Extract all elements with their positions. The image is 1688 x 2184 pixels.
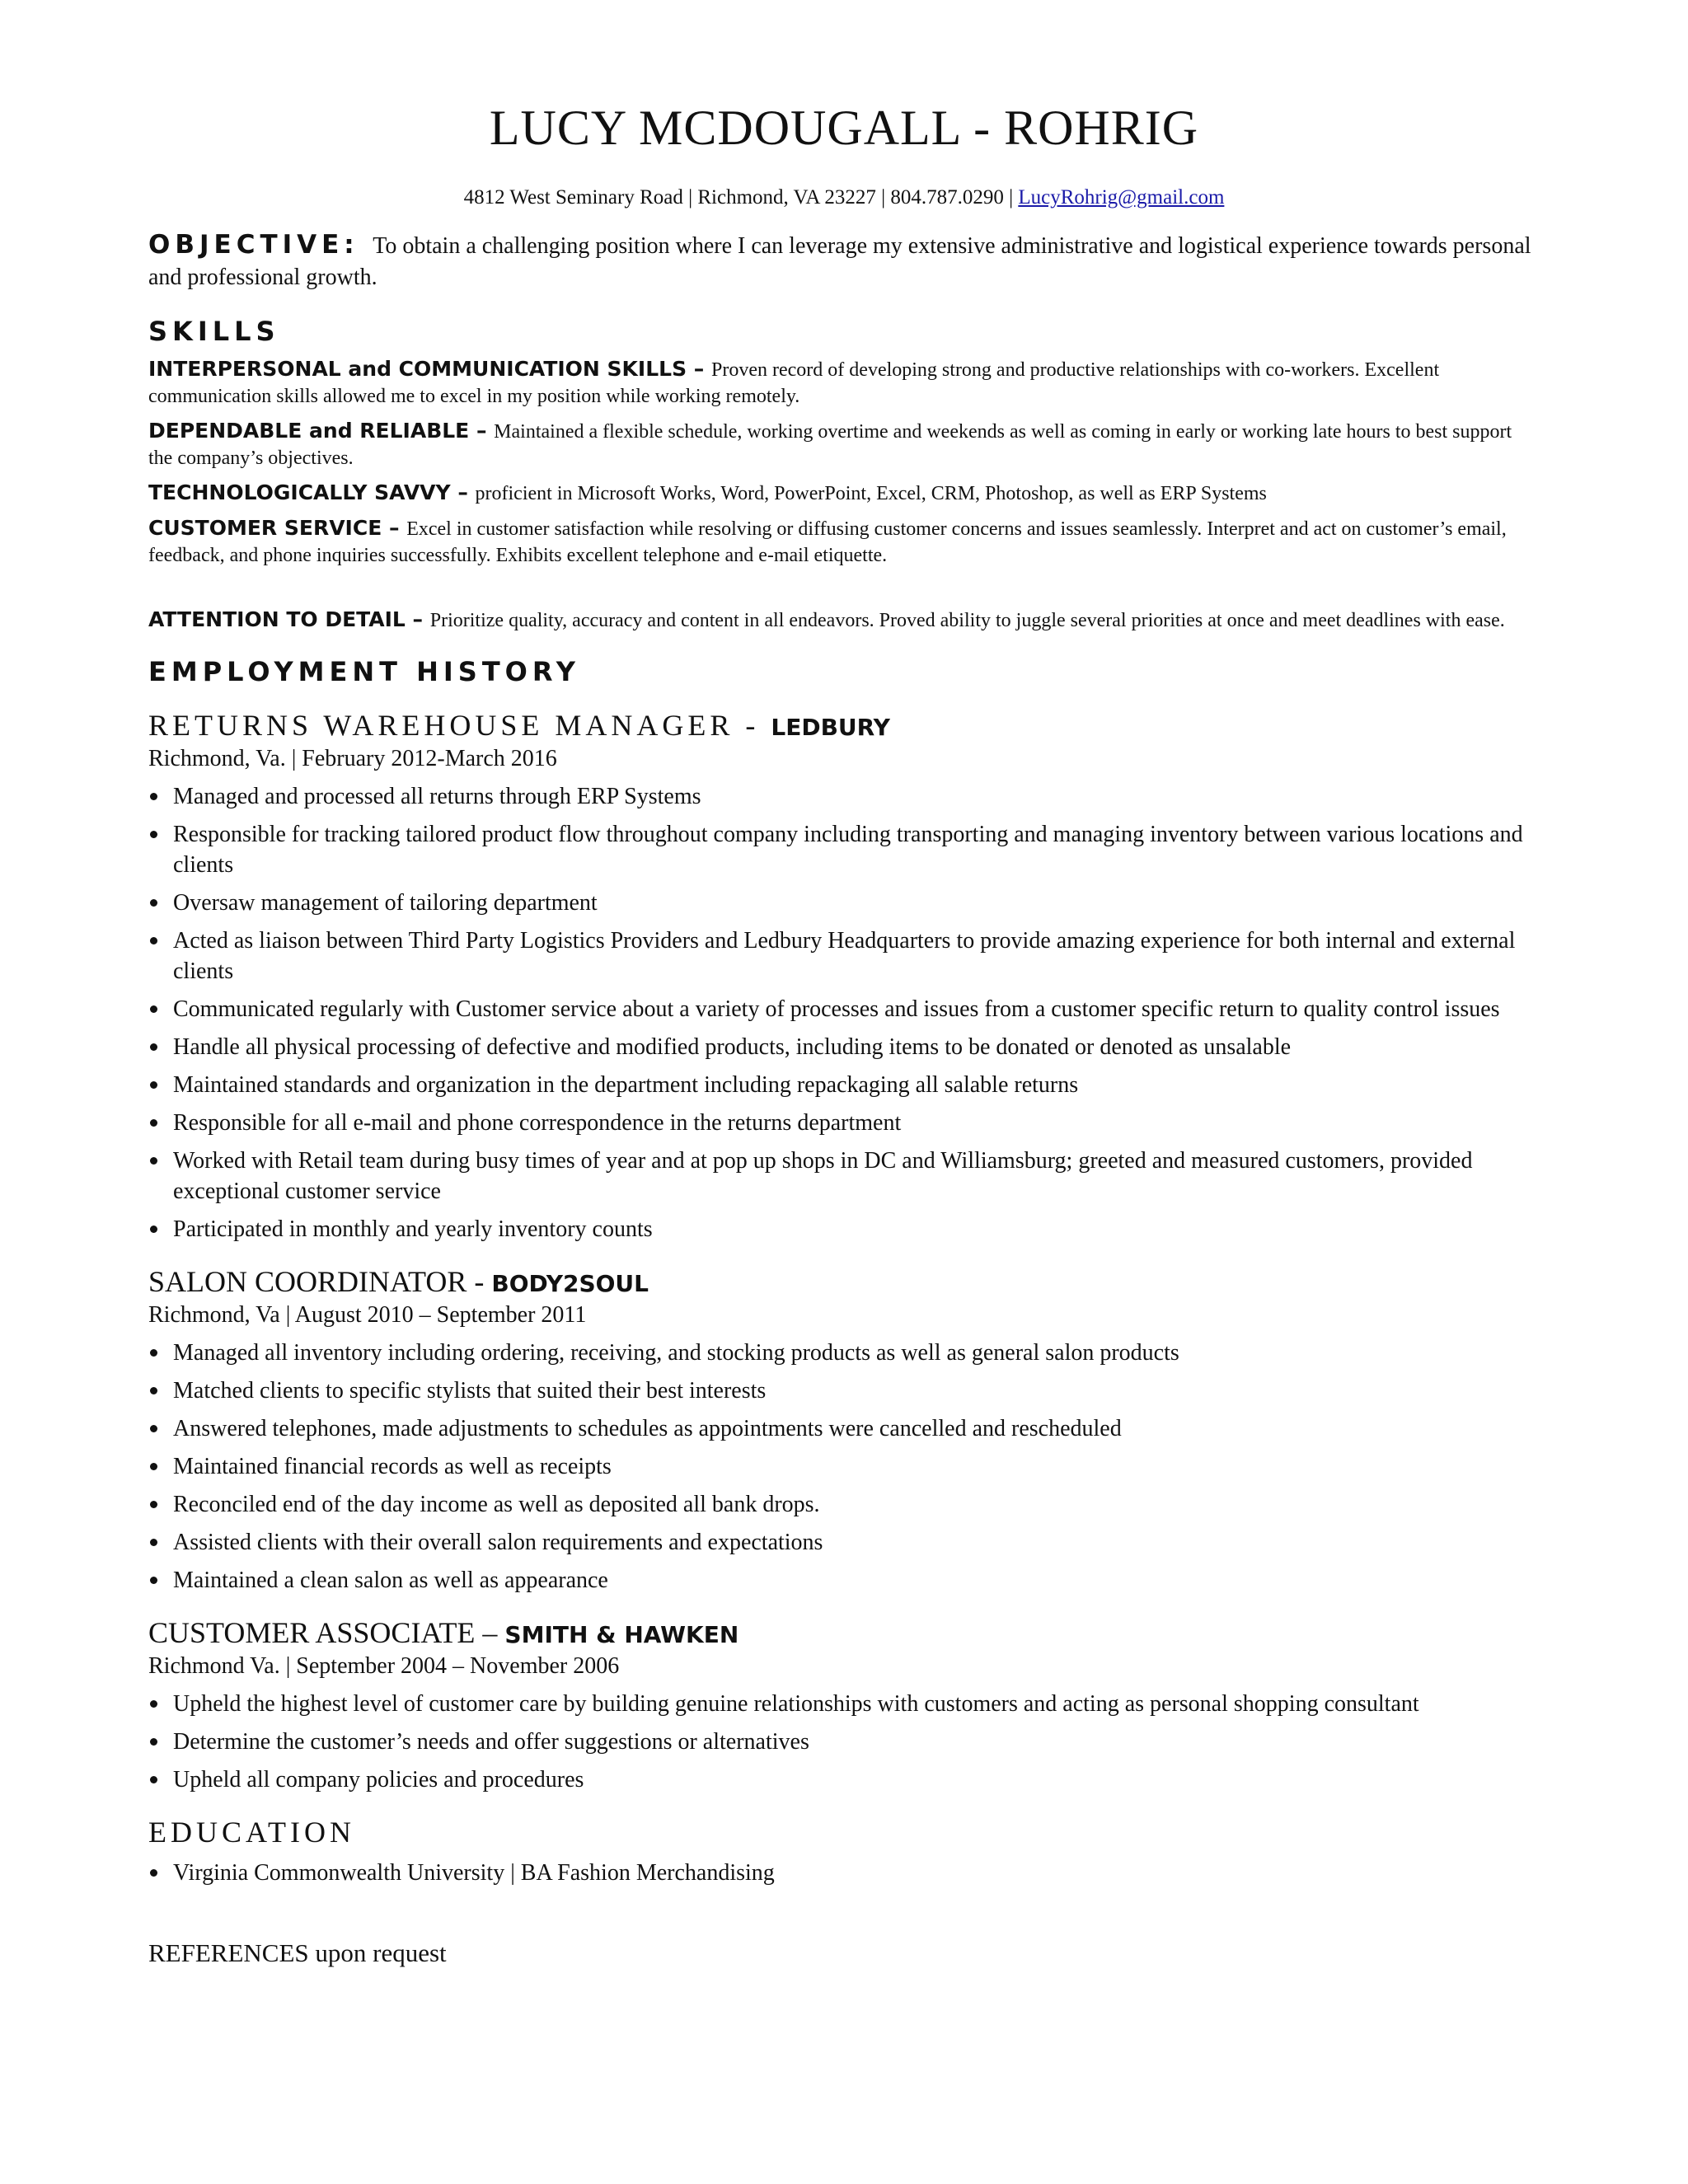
job-duties-list [148, 1338, 1540, 1596]
skill-item [148, 607, 1540, 634]
skill-item [148, 418, 1540, 471]
skill-text: Prioritize quality, accuracy and content in all endeavors. Proved ability to juggle several priorities at once and meet deadlines with ease. [429, 610, 1505, 631]
list-item: Oversaw management of tailoring department [148, 888, 1540, 918]
list-item: Maintained a clean salon as well as appearance [148, 1565, 1540, 1596]
list-item: Managed and processed all returns through ERP Systems [148, 781, 1540, 812]
job-meta: Richmond, Va | August 2010 – September 2011 [148, 1302, 587, 1328]
job-role: RETURNS WAREHOUSE MANAGER - [148, 709, 771, 742]
skill-label: DEPENDABLE and RELIABLE – [148, 419, 495, 443]
job-company: LEDBURY [771, 714, 890, 741]
job-title [148, 1615, 1540, 1652]
contact-details: 4812 West Seminary Road | Richmond, VA 23227 | 804.787.0290 | [463, 186, 1019, 209]
skill-label: ATTENTION TO DETAIL – [148, 607, 430, 631]
education-heading: EDUCATION [148, 1816, 355, 1849]
skill-label: INTERPERSONAL and COMMUNICATION SKILLS – [148, 357, 712, 381]
list-item: Matched clients to specific stylists that suited their best interests [148, 1376, 1540, 1406]
list-item: Maintained financial records as well as receipts [148, 1451, 1540, 1482]
objective-text: To obtain a challenging position where I can leverage my extensive administrative and logistical experience towards personal and professional growth. [148, 233, 1531, 290]
references-note: REFERENCES upon request [148, 1938, 447, 1967]
job-meta: Richmond, Va. | February 2012-March 2016 [148, 746, 557, 771]
list-item: Upheld the highest level of customer care by building genuine relationships with customers and acting as personal shopping consultant [148, 1689, 1540, 1719]
objective-section [148, 229, 1540, 293]
skill-item [148, 480, 1540, 507]
list-item: Worked with Retail team during busy times of year and at pop up shops in DC and Williamsburg; greeted and measured customers, provided exceptional customer service [148, 1146, 1540, 1207]
skill-text: Excel in customer satisfaction while resolving or diffusing customer concerns and issues seamlessly. Interpret and act on customer’s email, feedback, and phone inquiries successfully. Exhibits excellent telephone and e-mail etiquette. [148, 518, 1507, 566]
job-title [148, 708, 1540, 745]
skills-heading: SKILLS [148, 316, 280, 347]
list-item: Handle all physical processing of defective and modified products, including items to be donated or denoted as unsalable [148, 1032, 1540, 1062]
job-company: SMITH & HAWKEN [504, 1621, 739, 1648]
list-item: Responsible for all e-mail and phone correspondence in the returns department [148, 1108, 1540, 1138]
candidate-name: LUCY MCDOUGALL - ROHRIG [489, 101, 1199, 155]
skill-item [148, 356, 1540, 410]
email-link[interactable]: LucyRohrig@gmail.com [1018, 186, 1225, 209]
skill-item [148, 515, 1540, 569]
list-item: Responsible for tracking tailored product flow throughout company including transporting and managing inventory between various locations and clients [148, 819, 1540, 880]
list-item: Communicated regularly with Customer service about a variety of processes and issues from a customer specific return to quality control issues [148, 994, 1540, 1024]
skill-text: Maintained a flexible schedule, working overtime and weekends as well as coming in early or working late hours to best support the company’s objectives. [148, 421, 1512, 469]
skill-label: CUSTOMER SERVICE – [148, 516, 407, 540]
list-item: Acted as liaison between Third Party Logistics Providers and Ledbury Headquarters to provide amazing experience for both internal and external clients [148, 926, 1540, 987]
list-item: Assisted clients with their overall salon requirements and expectations [148, 1527, 1540, 1558]
objective-label: OBJECTIVE: [148, 230, 359, 260]
job-duties-list [148, 1689, 1540, 1795]
job-title [148, 1264, 1540, 1301]
list-item: Determine the customer’s needs and offer suggestions or alternatives [148, 1727, 1540, 1757]
job-company: BODY2SOUL [491, 1270, 649, 1297]
skill-text: Proven record of developing strong and productive relationships with co-workers. Excellent communication skills allowed me to excel in my position while working remotely. [148, 359, 1440, 407]
job-meta: Richmond Va. | September 2004 – November 2006 [148, 1653, 620, 1679]
list-item: Reconciled end of the day income as well as deposited all bank drops. [148, 1489, 1540, 1520]
list-item: Upheld all company policies and procedures [148, 1765, 1540, 1795]
list-item: Maintained standards and organization in the department including repackaging all salable returns [148, 1070, 1540, 1100]
list-item: Managed all inventory including ordering, receiving, and stocking products as well as general salon products [148, 1338, 1540, 1368]
education-list [148, 1858, 1540, 1888]
list-item: Participated in monthly and yearly inventory counts [148, 1214, 1540, 1244]
skill-label: TECHNOLOGICALLY SAVVY – [148, 480, 476, 504]
list-item: Answered telephones, made adjustments to schedules as appointments were cancelled and rescheduled [148, 1413, 1540, 1444]
job-role: SALON COORDINATOR - [148, 1265, 492, 1298]
job-role: CUSTOMER ASSOCIATE – [148, 1616, 505, 1649]
skill-text: proficient in Microsoft Works, Word, PowerPoint, Excel, CRM, Photoshop, as well as ERP Systems [475, 483, 1267, 504]
list-item: Virginia Commonwealth University | BA Fashion Merchandising [148, 1858, 1540, 1888]
job-duties-list [148, 781, 1540, 1244]
employment-heading: EMPLOYMENT HISTORY [148, 656, 580, 687]
contact-line [148, 185, 1540, 211]
